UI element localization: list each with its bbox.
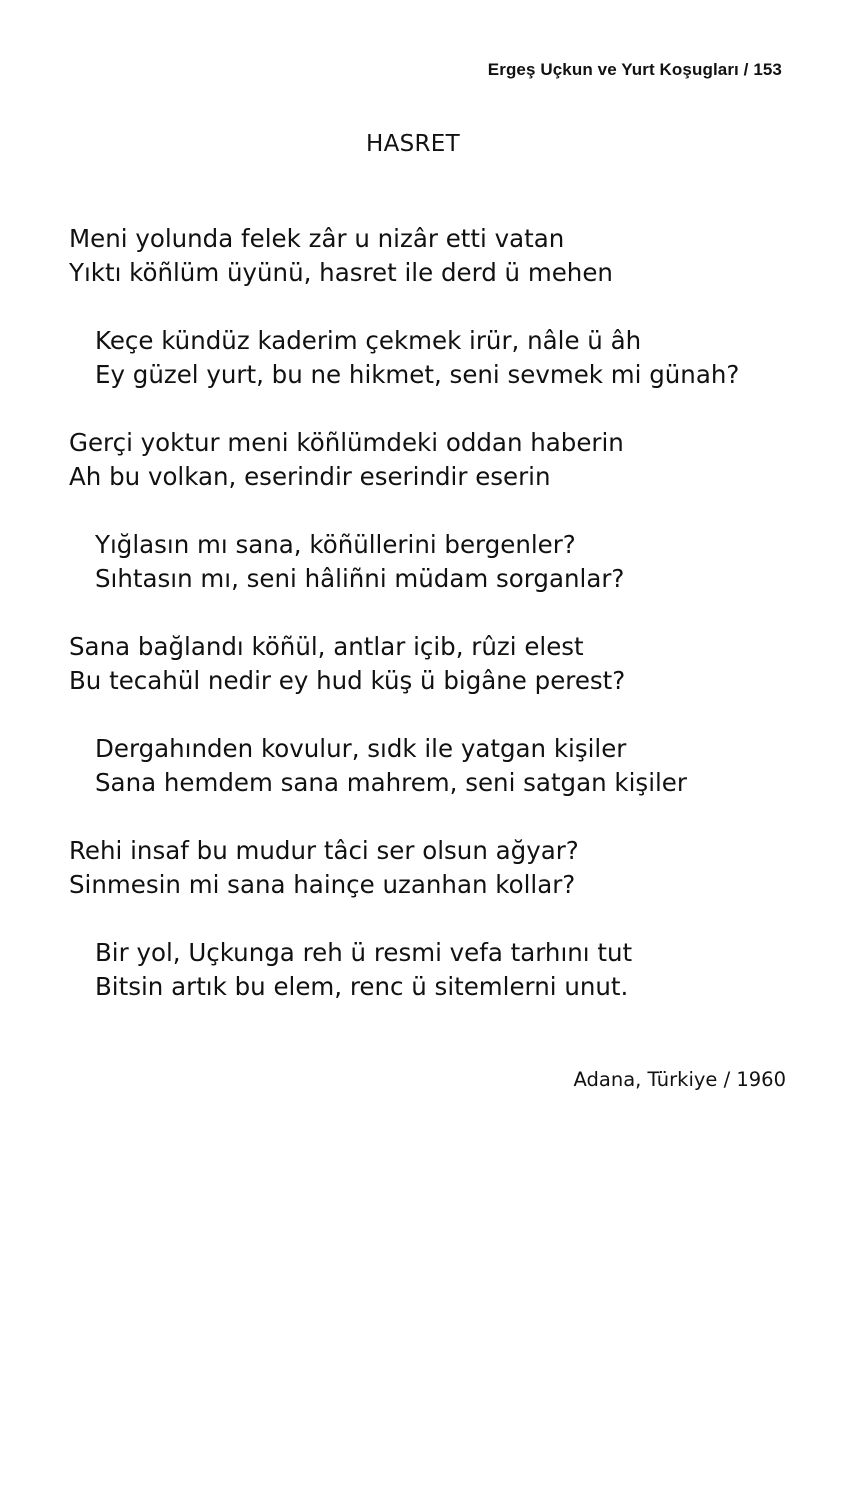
verse-line: Ey güzel yurt, bu ne hikmet, seni sevmek mi günah?: [95, 360, 740, 389]
verse-line: Dergahınden kovulur, sıdk ile yatgan kişiler: [95, 734, 627, 763]
verse-line: Keçe kündüz kaderim çekmek irür, nâle ü âh: [95, 326, 642, 355]
stanza: [69, 936, 829, 1004]
stanza: [69, 426, 829, 494]
verse-line: Ah bu volkan, eserindir eserindir eserin: [69, 462, 551, 491]
stanza: [69, 834, 829, 902]
stanza: [69, 528, 829, 596]
verse-line: Gerçi yoktur meni köñlümdeki oddan haberin: [69, 428, 624, 457]
verse-line: Yığlasın mı sana, köñüllerini bergenler?: [95, 530, 576, 559]
verse-line: Bir yol, Uçkunga reh ü resmi vefa tarhını tut: [95, 938, 633, 967]
verse-line: Sıhtasın mı, seni hâliñni müdam sorganlar?: [95, 564, 625, 593]
verse-line: Sana bağlandı köñül, antlar içib, rûzi elest: [69, 632, 584, 661]
verse-line: Sinmesin mi sana hainçe uzanhan kollar?: [69, 870, 576, 899]
verse-line: Bu tecahül nedir ey hud küş ü bigâne perest?: [69, 666, 626, 695]
verse-line: Sana hemdem sana mahrem, seni satgan kişiler: [95, 768, 687, 797]
verse-line: Yıktı köñlüm üyünü, hasret ile derd ü mehen: [69, 258, 613, 287]
running-header: Ergeş Uçkun ve Yurt Koşugları / 153: [487, 60, 782, 79]
verse-line: Rehi insaf bu mudur tâci ser olsun ağyar?: [69, 836, 579, 865]
stanza: [69, 222, 829, 290]
poem-title: HASRET: [366, 131, 460, 157]
place-date: Adana, Türkiye / 1960: [573, 1068, 786, 1091]
poem-body: [69, 222, 829, 1038]
verse-line: Bitsin artık bu elem, renc ü sitemlerni unut.: [95, 972, 629, 1001]
stanza: [69, 732, 829, 800]
verse-line: Meni yolunda felek zâr u nizâr etti vatan: [69, 224, 565, 253]
stanza: [69, 324, 829, 392]
stanza: [69, 630, 829, 698]
